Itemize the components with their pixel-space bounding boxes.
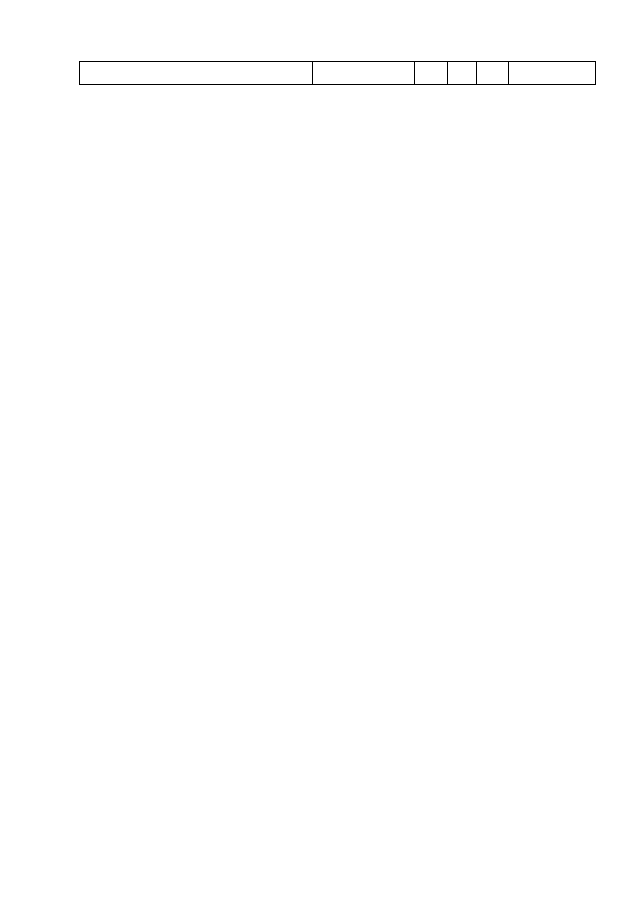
column-header-4 bbox=[448, 62, 477, 85]
column-header-5 bbox=[477, 62, 509, 85]
column-header-row bbox=[80, 62, 596, 85]
column-header-6 bbox=[509, 62, 596, 85]
column-header-2 bbox=[313, 62, 415, 85]
column-header-1 bbox=[80, 62, 313, 85]
column-header-table bbox=[79, 61, 596, 85]
column-header-3 bbox=[415, 62, 448, 85]
